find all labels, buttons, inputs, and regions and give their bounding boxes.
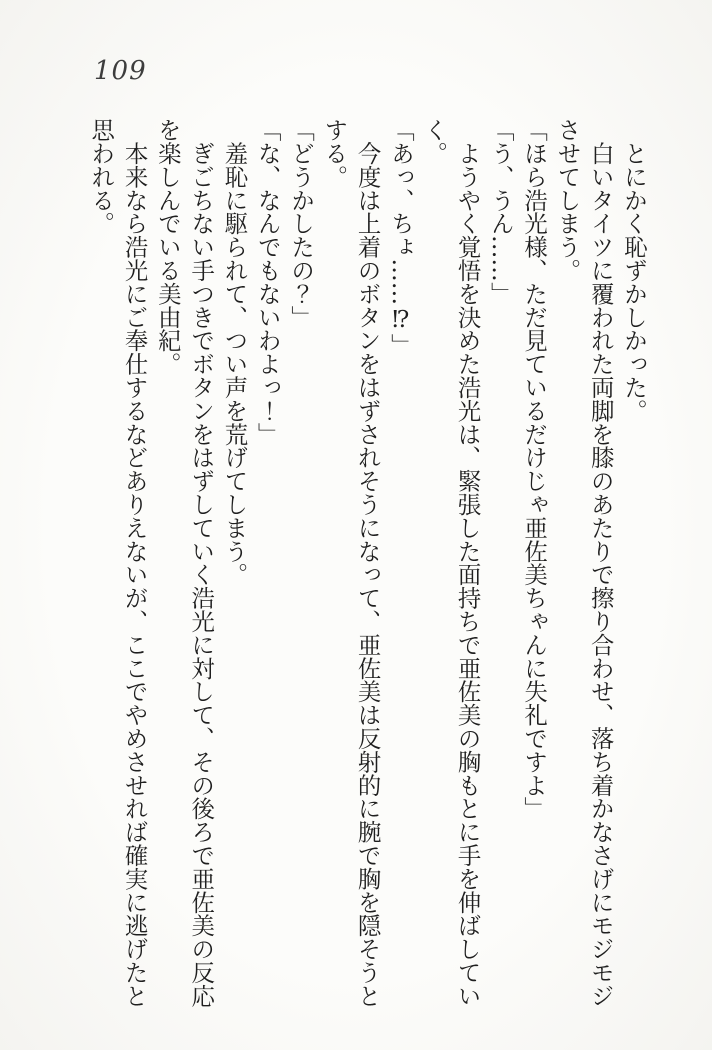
- text-line: 思われる。: [87, 118, 116, 235]
- text-line: 「う、うん……」: [486, 118, 515, 306]
- text-line: 羞恥に駆られて、つい声を荒げてしまう。: [220, 118, 249, 586]
- text-line: 今度は上着のボタンをはずされそうになって、亜佐美は反射的に腕で胸を隠そうと: [353, 118, 382, 1008]
- page-number: 109: [94, 56, 147, 86]
- text-line: く。: [420, 118, 449, 165]
- text-line: とにかく恥ずかしかった。: [620, 118, 648, 423]
- text-line: させてしまう。: [553, 118, 582, 282]
- vertical-text-block: [84, 118, 650, 1010]
- text-line: 本来なら浩光にご奉仕するなどありえないが、ここでやめさせれば確実に逃げたと: [120, 118, 149, 1008]
- text-line: 白いタイツに覆われた両脚を膝のあたりで擦り合わせ、落ち着かなさげにモジモジ: [586, 118, 615, 1008]
- text-line: ようやく覚悟を決めた浩光は、緊張した面持ちで亜佐美の胸もとに手を伸ばしてい: [453, 118, 482, 1008]
- text-line: 「な、なんでもないわよっ！」: [253, 118, 282, 446]
- text-line: する。: [320, 118, 349, 189]
- text-line: 「ほら浩光様、ただ見ているだけじゃ亜佐美ちゃんに失礼ですよ」: [520, 118, 549, 820]
- text-line: 「どうかしたの？」: [287, 118, 316, 329]
- text-line: ぎごちない手つきでボタンをはずしていく浩光に対して、その後ろで亜佐美の反応: [187, 118, 216, 1008]
- text-line: を楽しんでいる美由紀。: [153, 118, 182, 376]
- text-line: 「あっ、ちょ……⁉」: [386, 118, 415, 357]
